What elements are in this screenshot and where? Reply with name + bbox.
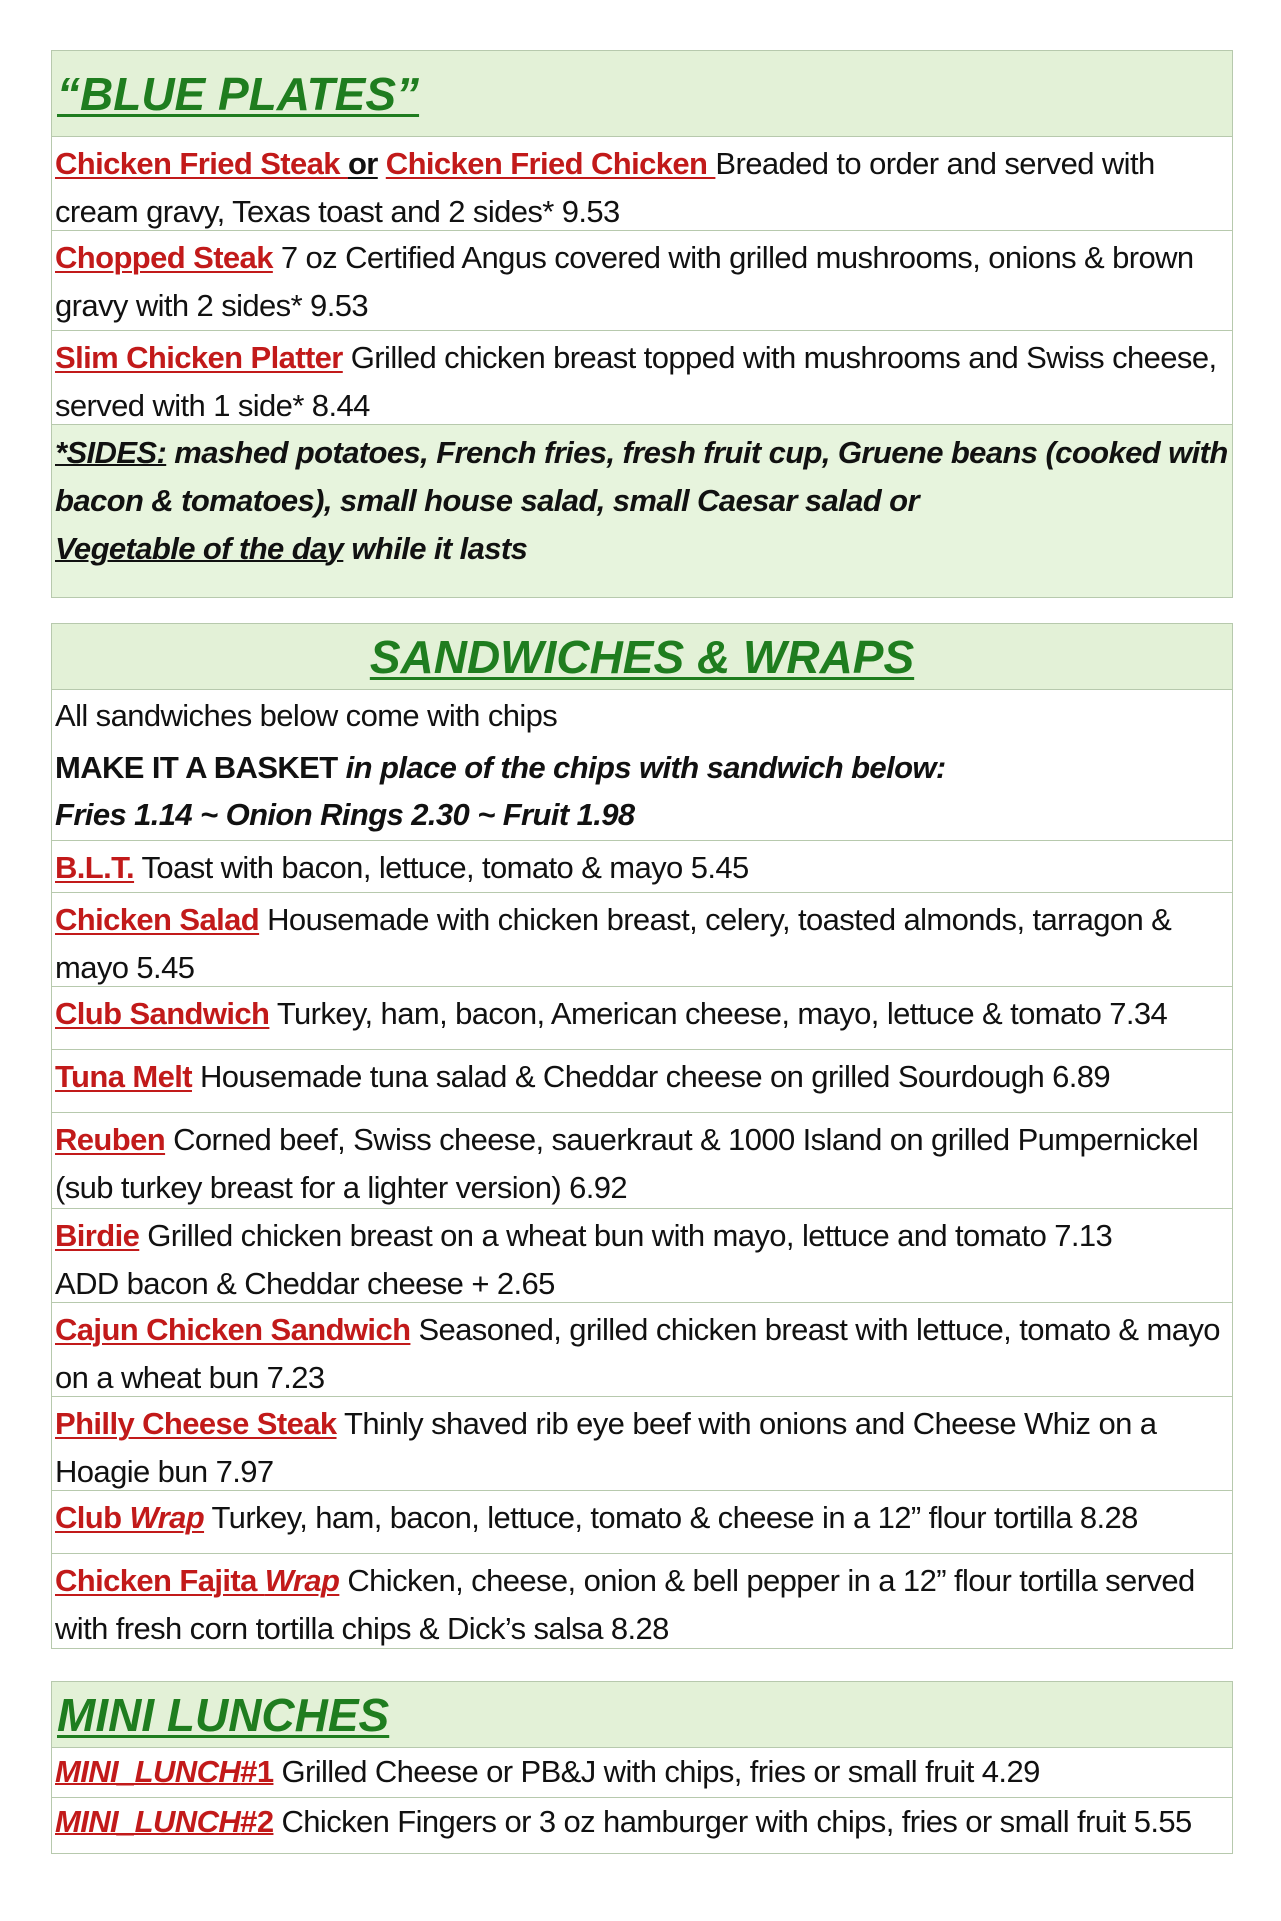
item-desc: Grilled chicken breast on a wheat bun with mayo, lettuce and tomato 7.13: [139, 1218, 1113, 1253]
item-desc: Chicken, cheese, onion & bell pepper in a 12” flour tortilla served with fresh corn tortilla chips & Dick’s salsa 8.28: [55, 1563, 1195, 1646]
mini-lunch-name: MINI_LUNCH: [55, 1804, 241, 1839]
menu-item-chicken-fried: [52, 137, 1232, 231]
item-name: Tuna Melt: [55, 1059, 192, 1094]
item-name: [55, 1500, 204, 1535]
menu-item-chopped-steak: [52, 231, 1232, 331]
menu-item-mini-lunch-1: [52, 1748, 1232, 1798]
item-desc: Thinly shaved rib eye beef with onions and Cheese Whiz on a Hoagie bun 7.97: [55, 1406, 1157, 1489]
sandwiches-section: [51, 623, 1233, 1649]
item-desc: Housemade with chicken breast, celery, toasted almonds, tarragon & mayo 5.45: [55, 902, 1172, 985]
menu-item-philly: [52, 1397, 1232, 1491]
menu-item-chicken-salad: [52, 893, 1232, 987]
item-desc: Corned beef, Swiss cheese, sauerkraut & 1000 Island on grilled Pumpernickel (sub turkey breast for a lighter version) 6.92: [55, 1122, 1199, 1205]
item-desc: Housemade tuna salad & Cheddar cheese on grilled Sourdough 6.89: [191, 1059, 1111, 1094]
blue-plates-section: [51, 50, 1233, 598]
item-name: Reuben: [55, 1122, 166, 1157]
item-name: Chicken Salad: [55, 902, 260, 937]
menu-item-fajita-wrap: [52, 1554, 1232, 1648]
item-name: Birdie: [55, 1218, 140, 1253]
basket-desc: in place of the chips with sandwich below:: [337, 750, 946, 785]
item-desc: Turkey, ham, bacon, American cheese, mayo, lettuce & tomato 7.34: [269, 996, 1168, 1031]
menu-item-slim-chicken: [52, 331, 1232, 425]
blue-plates-title: “BLUE PLATES”: [52, 51, 1232, 137]
menu-item-club-wrap: [52, 1491, 1232, 1554]
menu-item-club-sandwich: [52, 987, 1232, 1050]
mini-lunches-section: [51, 1681, 1233, 1854]
basket-note: [52, 742, 1232, 791]
sides-end: while it lasts: [343, 531, 528, 566]
menu-item-reuben: [52, 1113, 1232, 1209]
menu-item-tuna-melt: [52, 1050, 1232, 1113]
menu-item-blt: [52, 841, 1232, 893]
sides-text: mashed potatoes, French fries, fresh fruit cup, Gruene beans (cooked with bacon & tomatoes), small house salad, small Caesar salad or: [55, 435, 1228, 518]
item-desc: Breaded to order and served with cream gravy, Texas toast and 2 sides* 9.53: [55, 146, 1155, 229]
menu-item-birdie: [52, 1209, 1232, 1303]
sides-note: [52, 425, 1232, 597]
item-name: B.L.T.: [55, 850, 135, 885]
item-desc: Grilled chicken breast topped with mushrooms and Swiss cheese, served with 1 side* 8.44: [55, 340, 1217, 423]
item-name: Slim Chicken Platter: [55, 340, 343, 375]
sandwiches-title: SANDWICHES & WRAPS: [52, 624, 1232, 690]
item-name-italic: Wrap: [129, 1500, 205, 1535]
item-desc: 7 oz Certified Angus covered with grilled mushrooms, onions & brown gravy with 2 sides* 9.53: [55, 240, 1194, 323]
item-name-part: Club: [55, 1500, 130, 1535]
item-desc: Seasoned, grilled chicken breast with lettuce, tomato & mayo on a wheat bun 7.23: [55, 1312, 1220, 1395]
basket-prices: Fries 1.14 ~ Onion Rings 2.30 ~ Fruit 1.98: [52, 791, 1232, 841]
item-name: Chicken Fried Steak: [55, 146, 348, 181]
item-name: [55, 1563, 339, 1598]
sides-veg: Vegetable of the day: [55, 531, 344, 566]
item-desc: Chicken Fingers or 3 oz hamburger with chips, fries or small fruit 5.55: [273, 1804, 1192, 1839]
item-name-part: Chicken Fajita: [55, 1563, 265, 1598]
basket-label: MAKE IT A BASKET: [55, 750, 338, 785]
item-desc: Toast with bacon, lettuce, tomato & mayo 5.45: [134, 850, 749, 885]
menu-item-cajun-chicken: [52, 1303, 1232, 1397]
sides-label: *SIDES:: [55, 435, 167, 470]
item-name-italic: Wrap: [264, 1563, 340, 1598]
item-name: Chopped Steak: [55, 240, 273, 275]
item-addon: ADD bacon & Cheddar cheese + 2.65: [55, 1266, 555, 1301]
sandwich-note-chips: All sandwiches below come with chips: [55, 698, 558, 733]
item-name: Club Sandwich: [55, 996, 270, 1031]
mini-lunch-number: #2: [240, 1804, 274, 1839]
item-name-2: Chicken Fried Chicken: [385, 146, 716, 181]
menu-item-mini-lunch-2: [52, 1798, 1232, 1853]
mini-lunch-name: MINI_LUNCH: [55, 1754, 241, 1789]
mini-lunch-number: #1: [240, 1754, 274, 1789]
item-desc: Grilled Cheese or PB&J with chips, fries or small fruit 4.29: [273, 1754, 1040, 1789]
item-desc: Turkey, ham, bacon, lettuce, tomato & cheese in a 12” flour tortilla 8.28: [204, 1500, 1138, 1535]
item-name: Cajun Chicken Sandwich: [55, 1312, 411, 1347]
item-joiner: or: [347, 146, 378, 181]
item-name: Philly Cheese Steak: [55, 1406, 337, 1441]
mini-lunches-title: MINI LUNCHES: [52, 1682, 1232, 1748]
